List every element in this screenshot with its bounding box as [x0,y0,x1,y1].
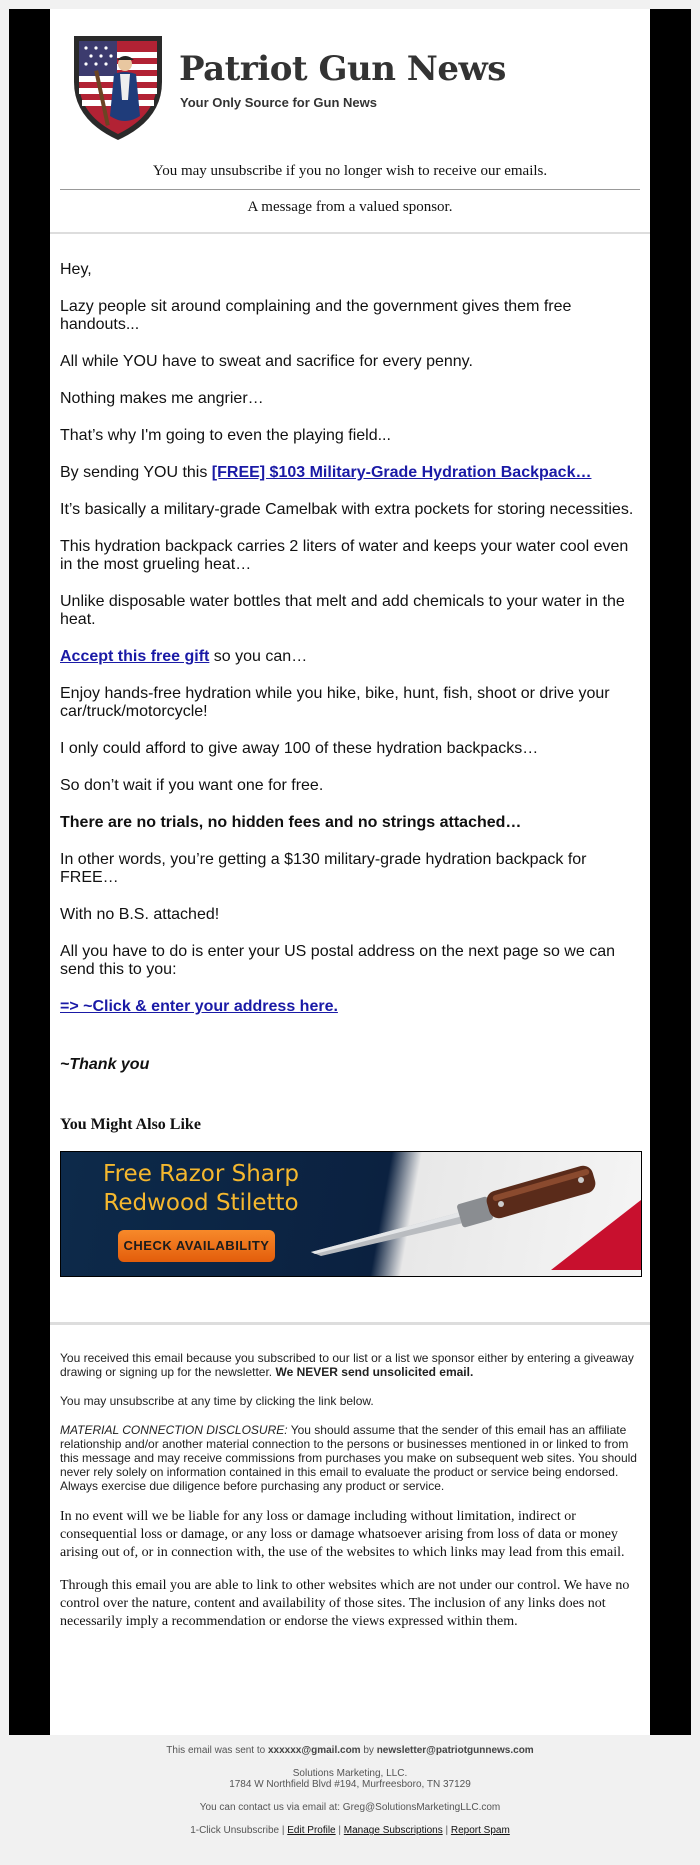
paragraph: Lazy people sit around complaining and the government gives them free handouts... [60,298,572,333]
paragraph: In other words, you’re getting a $130 military-grade hydration backpack for FREE… [60,851,587,886]
footer-bold: We NEVER send unsolicited email. [275,1365,474,1379]
paragraph: I only could afford to give away 100 of these hydration backpacks… [60,740,539,757]
unsubscribe-notice: You may unsubscribe if you no longer wish to receive our emails. [152,163,548,179]
footer-paragraph: You may unsubscribe at any time by clicking the link below. [60,1394,374,1408]
divider [50,1322,650,1325]
paragraph [60,648,642,666]
one-click-unsubscribe[interactable]: 1-Click Unsubscribe [190,1825,280,1836]
manage-subscriptions-link[interactable]: Manage Subscriptions [343,1825,443,1836]
paragraph-text: By sending YOU this [60,464,212,481]
footer-paragraph: In no event will we be liable for any loss or damage including without limitation, indirect or consequential loss or damage, or any loss or damage whatsoever arising from loss of data or money arising out of, or in connection with, the use of the websites to which links may lead from this email. [60,1509,625,1560]
company-name: Solutions Marketing, LLC. [292,1768,408,1779]
also-like-heading: You Might Also Like [60,1116,201,1133]
accept-gift-link[interactable]: Accept this free gift [60,648,210,665]
divider [50,232,650,234]
separator: | [279,1825,288,1836]
paragraph: Nothing makes me angrier… [60,390,264,407]
paragraph: Enjoy hands-free hydration while you hike, bike, hunt, fish, shoot or drive your car/truck/motorcycle! [60,685,610,720]
email-card [50,9,650,1735]
paragraph: All you have to do is enter your US postal address on the next page so we can send this to you: [60,943,615,978]
sent-prefix: This email was sent to [166,1745,268,1756]
footer-paragraph: Through this email you are able to link to other websites which are not under our control. We have no control over the nature, content and availability of those sites. The inclusion of any links does not necessarily imply a recommendation or endorse the views expressed within them. [60,1578,630,1629]
email-header [50,9,650,159]
separator: | [442,1825,451,1836]
footer-text: You should assume that the sender of this email has an affiliate relationship and/or another material connection to the persons or businesses mentioned in or linked to from this message and may receive commissions from purchases you make on subsequent web sites. You should never rely solely on information contained in this email to evaluate the product or service being endorsed. Always exercise due diligence before purchasing any product or service. [60,1423,637,1493]
email-footer [60,1351,642,1646]
greeting: Hey, [60,261,92,278]
banner-title: Free Razor Sharp Redwood Stiletto [103,1161,299,1216]
separator: | [335,1825,344,1836]
edit-profile-link[interactable]: Edit Profile [287,1825,336,1836]
brand-title: Patriot Gun News [179,49,506,89]
sender-email: newsletter@patriotgunnews.com [376,1745,534,1756]
paragraph [60,464,642,482]
patriot-shield-logo [70,30,166,142]
divider [60,189,640,190]
paragraph-text: so you can… [209,648,308,665]
backpack-offer-link[interactable]: [FREE] $103 Military-Grade Hydration Backpack… [211,464,592,481]
paragraph: All while YOU have to sweat and sacrifice for every penny. [60,353,473,370]
paragraph: So don’t wait if you want one for free. [60,777,324,794]
sent-to-line [0,1745,700,1756]
stiletto-knife-icon [301,1160,641,1270]
sponsor-notice: A message from a valued sponsor. [247,199,453,215]
report-spam-link[interactable]: Report Spam [450,1825,510,1836]
paragraph: It’s basically a military-grade Camelbak with extra pockets for storing necessities. [60,501,634,518]
bottom-info [0,1745,700,1848]
stiletto-ad-banner[interactable] [60,1151,642,1277]
brand-tagline: Your Only Source for Gun News [180,95,377,110]
disclosure-label: MATERIAL CONNECTION DISCLOSURE: [60,1423,288,1437]
footer-paragraph [60,1423,642,1493]
check-availability-button[interactable]: CHECK AVAILABILITY [118,1230,275,1262]
paragraph: Unlike disposable water bottles that melt and add chemicals to your water in the heat. [60,593,625,628]
paragraph: That’s why I'm going to even the playing field... [60,427,391,444]
sent-mid: by [360,1745,377,1756]
signoff: ~Thank you [60,1056,150,1073]
paragraph-bold: There are no trials, no hidden fees and no strings attached… [60,814,522,831]
company-address: 1784 W Northfield Blvd #194, Murfreesboro, TN 37129 [229,1779,471,1790]
paragraph: With no B.S. attached! [60,906,220,923]
footer-links [0,1825,700,1836]
footer-text: You received this email because you subscribed to our list or a list we sponsor either by entering a giveaway drawing or signing up for the newsletter. [60,1351,634,1379]
contact-line: You can contact us via email at: Greg@SolutionsMarketingLLC.com [199,1802,501,1813]
email-body [60,261,642,1277]
footer-paragraph [60,1351,642,1379]
recipient-email: xxxxxx@gmail.com [268,1745,361,1756]
enter-address-link[interactable]: => ~Click & enter your address here. [60,998,338,1015]
paragraph [60,998,642,1016]
paragraph: This hydration backpack carries 2 liters of water and keeps your water cool even in the most grueling heat… [60,538,629,573]
